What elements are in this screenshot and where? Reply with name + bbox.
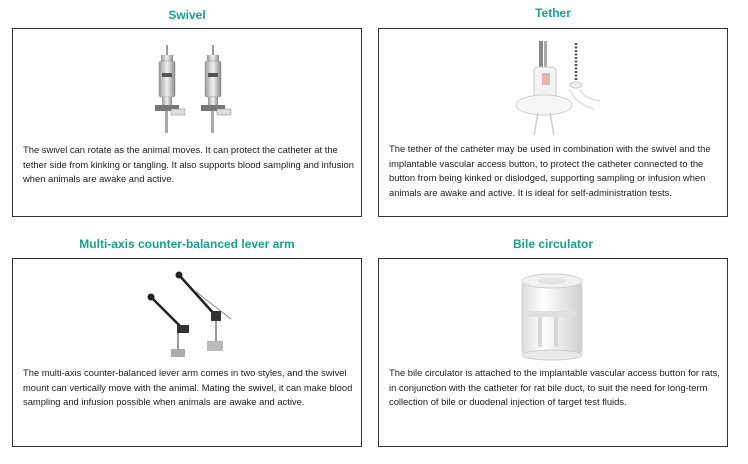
tether-description: The tether of the catheter may be used in combination with the swivel and the implantable vascular access button, to protect the catheter connected to the button from being kinked or dislodged, supporting sampling or infusion when animals are awake and active. It is ideal for self-administration tests.	[389, 143, 711, 198]
bile-circulator-card	[378, 258, 728, 447]
swivel-title: Swivel	[168, 8, 206, 22]
lever-arm-description: The multi-axis counter-balanced lever arm comes in two styles, and the swivel mount can vertically move with the animal. Mating the swivel, it can make blood sampling and infusion possible when animals are awake and active.	[23, 367, 353, 408]
tether-icon	[504, 37, 604, 137]
swivel-description: The swivel can rotate as the animal moves. It can protect the catheter at the tether side from kinking or tangling. It also supports blood sampling and infusion when animals are awake and active.	[23, 144, 354, 185]
lever-arm-icon	[143, 267, 243, 359]
bile-circulator-title: Bile circulator	[512, 237, 594, 251]
lever-arm-title: Multi-axis counter-balanced lever arm	[79, 237, 295, 251]
swivel-icon	[153, 43, 243, 135]
tether-title: Tether	[535, 6, 571, 20]
tether-card	[378, 28, 728, 217]
bile-circulator-description: The bile circulator is attached to the implantable vascular access button for rats, in conjunction with the catheter for rat bile duct, to suit the need for long-term collection of bile or duodenal injection of target test fluids.	[389, 367, 720, 408]
swivel-card	[12, 28, 362, 217]
lever-arm-card	[12, 258, 362, 447]
bile-circulator-icon	[514, 267, 594, 361]
